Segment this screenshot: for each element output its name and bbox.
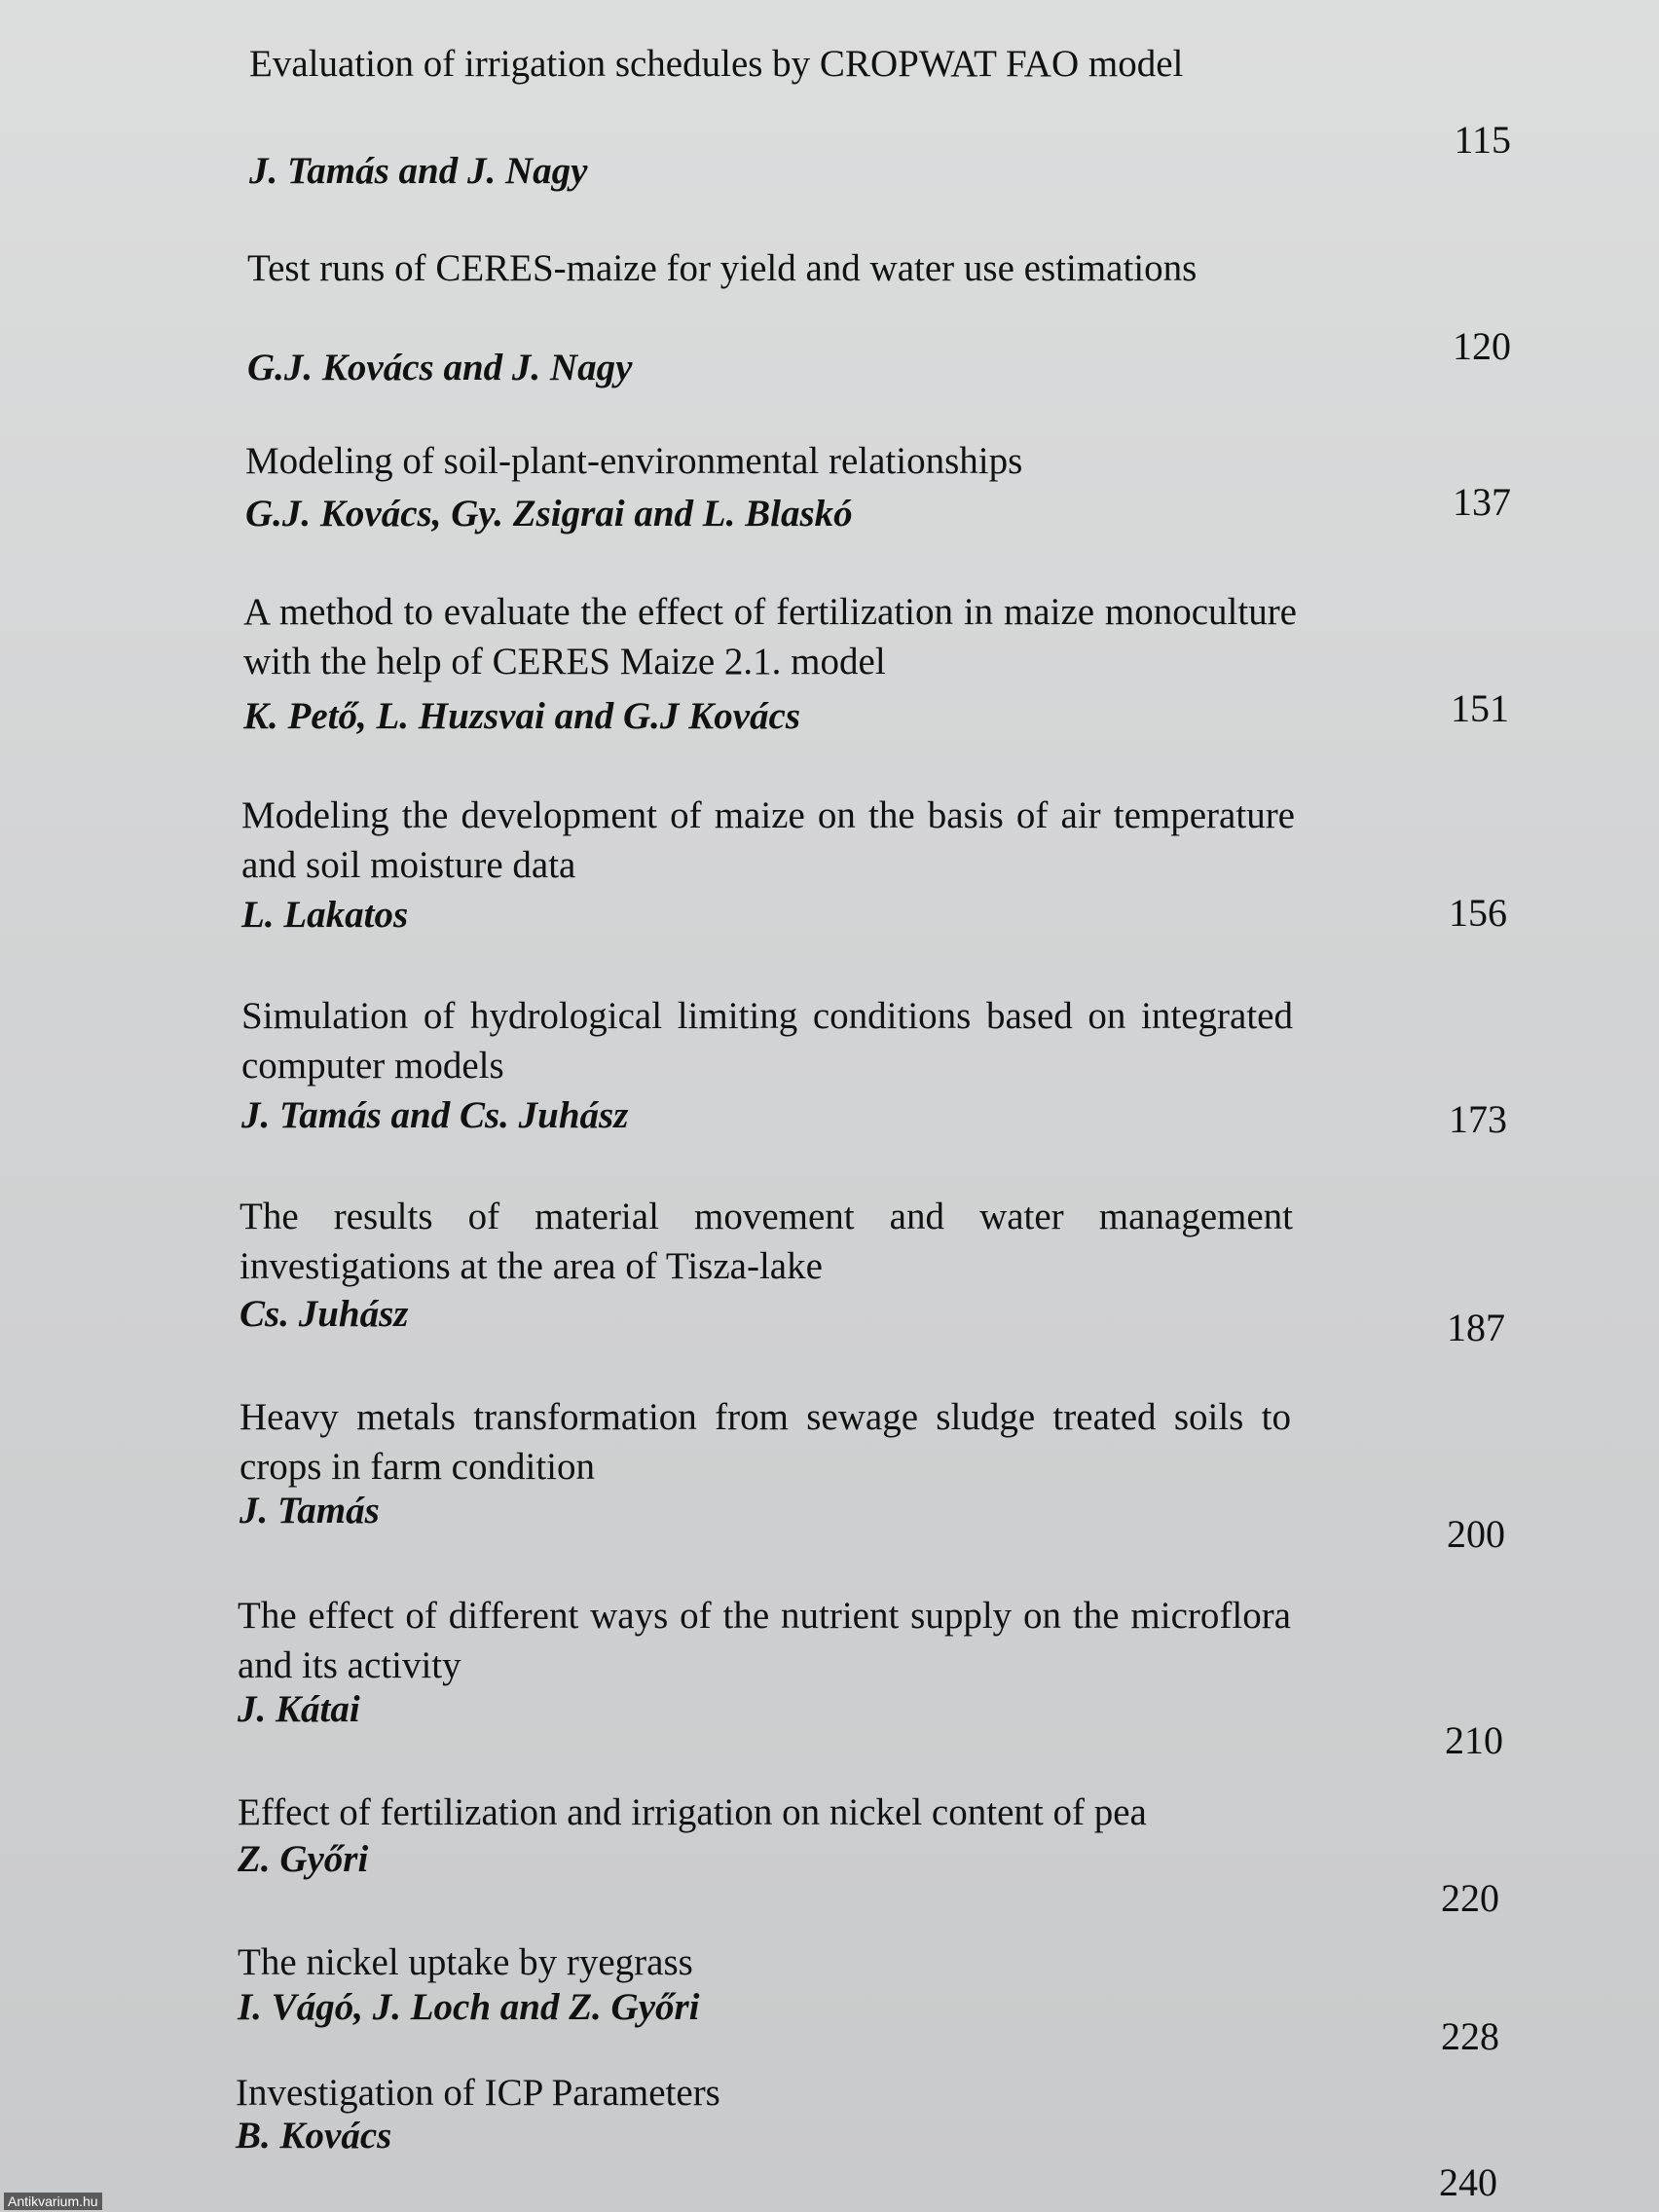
- entry-page-number: 220: [1441, 1876, 1499, 1920]
- entry-page-number: 156: [1449, 891, 1507, 935]
- entry-page-number: 240: [1439, 2160, 1497, 2204]
- entry-page-number: 120: [1453, 324, 1511, 368]
- entry-authors: J. Tamás and J. Nagy: [249, 150, 588, 192]
- entry-title: Investigation of ICP Parameters: [236, 2072, 720, 2114]
- entry-authors: B. Kovács: [236, 2115, 392, 2157]
- entry-authors: G.J. Kovács, Gy. Zsigrai and L. Blaskó: [245, 493, 853, 535]
- entry-authors: I. Vágó, J. Loch and Z. Győri: [238, 1986, 700, 2028]
- entry-title: Evaluation of irrigation schedules by CROPWAT FAO model: [249, 43, 1184, 85]
- entry-authors: L. Lakatos: [241, 894, 409, 936]
- entry-page-number: 200: [1447, 1512, 1505, 1556]
- entry-page-number: 173: [1449, 1097, 1507, 1141]
- entry-title: Simulation of hydrological limiting conditions based on integrated computer models: [241, 995, 1293, 1087]
- watermark: Antikvarium.hu: [4, 2193, 102, 2210]
- entry-title: The nickel uptake by ryegrass: [238, 1941, 693, 1983]
- entry-authors: Cs. Juhász: [240, 1293, 409, 1335]
- entry-authors: K. Pető, L. Huzsvai and G.J Kovács: [243, 695, 800, 737]
- entry-page-number: 115: [1454, 118, 1511, 162]
- entry-page-number: 210: [1445, 1718, 1503, 1762]
- entry-title: Effect of fertilization and irrigation on nickel content of pea: [238, 1791, 1147, 1833]
- entry-title: Modeling of soil-plant-environmental relationships: [245, 440, 1023, 482]
- entry-authors: G.J. Kovács and J. Nagy: [247, 347, 633, 388]
- entry-title: The effect of different ways of the nutrient supply on the microflora and its activity: [238, 1595, 1291, 1686]
- entry-page-number: 151: [1451, 686, 1509, 730]
- entry-title: A method to evaluate the effect of fertilization in maize monoculture with the help of CERES Maize 2.1. model: [243, 591, 1297, 682]
- entry-authors: J. Tamás: [240, 1490, 380, 1531]
- entry-title: The results of material movement and water management investigations at the area of Tisza-lake: [240, 1196, 1293, 1287]
- entry-authors: Z. Győri: [238, 1838, 369, 1880]
- entry-authors: J. Kátai: [238, 1688, 360, 1730]
- entry-page-number: 187: [1447, 1306, 1505, 1349]
- entry-title: Test runs of CERES-maize for yield and water use estimations: [247, 247, 1198, 289]
- entry-authors: J. Tamás and Cs. Juhász: [241, 1094, 629, 1136]
- entry-page-number: 228: [1441, 2014, 1499, 2058]
- entry-page-number: 137: [1453, 480, 1511, 524]
- entry-title: Heavy metals transformation from sewage sludge treated soils to crops in farm condition: [240, 1396, 1291, 1488]
- entry-title: Modeling the development of maize on the basis of air temperature and soil moisture data: [241, 794, 1295, 886]
